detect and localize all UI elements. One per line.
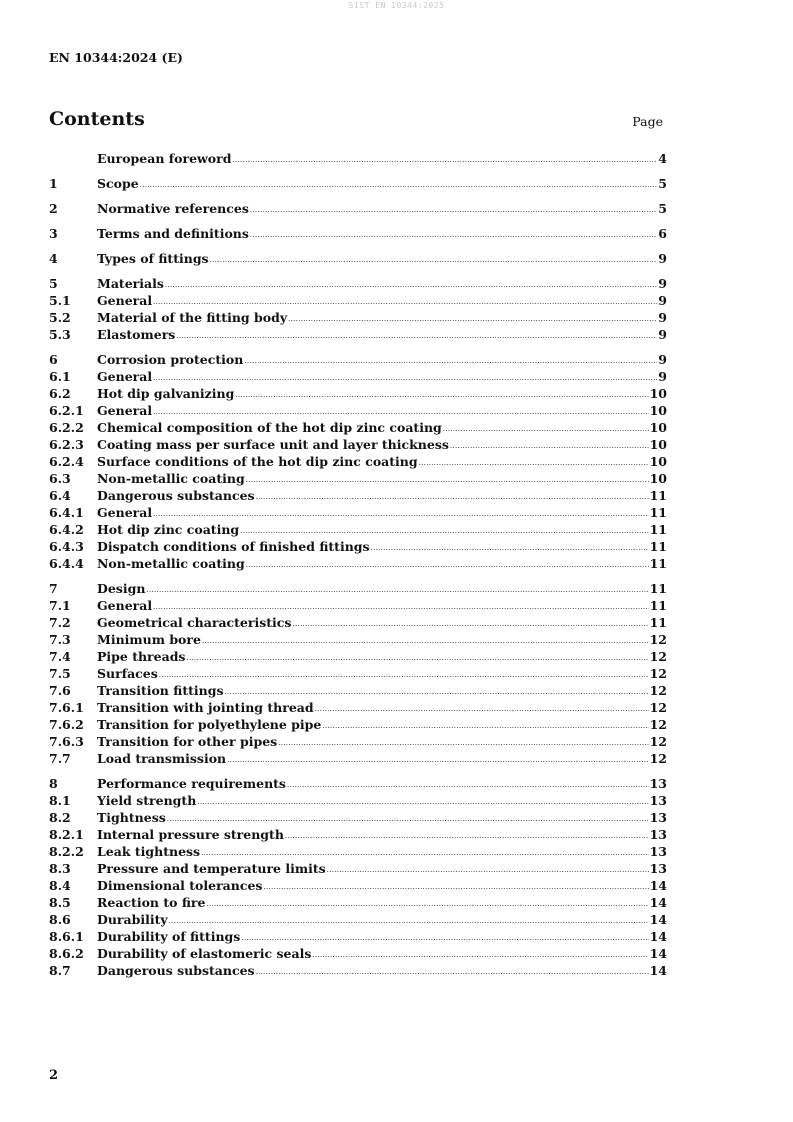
toc-entry[interactable]: [49, 648, 667, 665]
toc-entry-page: 11: [649, 581, 667, 596]
toc-entry-page: 14: [649, 946, 667, 961]
toc-entry[interactable]: [49, 775, 667, 792]
toc-entry-number: 6.4: [49, 488, 71, 503]
toc-entry[interactable]: [49, 962, 667, 979]
watermark: SIST EN 10344:2025: [348, 1, 445, 10]
toc-dot-leader: [278, 735, 648, 752]
toc-entry-title: Durability: [97, 912, 168, 927]
toc-group: [49, 250, 667, 267]
toc-entry-page: 11: [649, 505, 667, 520]
toc-dot-leader: [241, 930, 648, 947]
toc-entry-page: 11: [649, 556, 667, 571]
toc-entry-number: 5: [49, 276, 58, 291]
toc-entry[interactable]: [49, 894, 667, 911]
toc-dot-leader: [263, 879, 648, 896]
toc-entry-page: 10: [649, 420, 667, 435]
toc-entry[interactable]: [49, 945, 667, 962]
toc-entry-page: 11: [649, 488, 667, 503]
toc-entry-page: 4: [658, 151, 667, 166]
toc-entry-page: 11: [649, 598, 667, 613]
toc-entry-title: Transition for polyethylene pipe: [97, 717, 322, 732]
toc-entry[interactable]: [49, 250, 667, 267]
toc-entry-title: Surfaces: [97, 666, 158, 681]
toc-entry-title: Internal pressure strength: [97, 827, 284, 842]
toc-group: [49, 200, 667, 217]
toc-entry[interactable]: [49, 733, 667, 750]
toc-entry-number: 6: [49, 352, 58, 367]
toc-entry[interactable]: [49, 911, 667, 928]
toc-entry-page: 12: [649, 700, 667, 715]
toc-entry-number: 5.3: [49, 327, 71, 342]
toc-entry-title: Tightness: [97, 810, 166, 825]
toc-entry-number: 8.2: [49, 810, 71, 825]
toc-entry-page: 14: [649, 963, 667, 978]
toc-entry-page: 12: [649, 734, 667, 749]
toc-entry-title: Elastomers: [97, 327, 176, 342]
toc-dot-leader: [256, 964, 649, 981]
toc-entry[interactable]: [49, 504, 667, 521]
toc-entry-title: Corrosion protection: [97, 352, 244, 367]
toc-entry-page: 12: [649, 666, 667, 681]
toc-dot-leader: [140, 177, 658, 194]
toc-dot-leader: [186, 650, 648, 667]
toc-dot-leader: [201, 845, 648, 862]
toc-entry[interactable]: [49, 326, 667, 343]
toc-entry-title: Durability of elastomeric seals: [97, 946, 312, 961]
toc-group: [49, 150, 667, 167]
toc-entry-page: 9: [658, 327, 667, 342]
toc-entry-title: Transition for other pipes: [97, 734, 278, 749]
toc-entry-page: 12: [649, 751, 667, 766]
toc-entry-title: European foreword: [97, 151, 232, 166]
toc-entry-title: Pressure and temperature limits: [97, 861, 326, 876]
toc-dot-leader: [246, 472, 649, 489]
toc-entry-number: 8: [49, 776, 58, 791]
toc-entry-title: Normative references: [97, 201, 249, 216]
toc-entry[interactable]: [49, 487, 667, 504]
toc-entry-title: Pipe threads: [97, 649, 186, 664]
toc-entry[interactable]: [49, 368, 667, 385]
toc-entry-title: Types of fittings: [97, 251, 209, 266]
toc-dot-leader: [285, 828, 649, 845]
toc-group: [49, 580, 667, 767]
toc-entry-page: 12: [649, 717, 667, 732]
toc-entry-page: 9: [658, 293, 667, 308]
toc-entry[interactable]: [49, 665, 667, 682]
toc-entry-title: Materials: [97, 276, 164, 291]
toc-entry-number: 8.3: [49, 861, 71, 876]
toc-entry-title: Leak tightness: [97, 844, 201, 859]
toc-entry[interactable]: [49, 150, 667, 167]
toc-entry-page: 9: [658, 352, 667, 367]
toc-entry-number: 6.2.1: [49, 403, 84, 418]
toc-dot-leader: [225, 684, 649, 701]
toc-group: [49, 175, 667, 192]
toc-entry-page: 12: [649, 649, 667, 664]
toc-entry-page: 5: [658, 201, 667, 216]
toc-entry-number: 8.5: [49, 895, 71, 910]
toc-dot-leader: [153, 294, 657, 311]
toc-entry-title: General: [97, 403, 153, 418]
toc-entry-page: 14: [649, 929, 667, 944]
toc-dot-leader: [244, 353, 657, 370]
toc-entry-title: Chemical composition of the hot dip zinc coating: [97, 420, 442, 435]
toc-dot-leader: [210, 252, 658, 269]
toc-entry-number: 6.2.4: [49, 454, 84, 469]
toc-entry-page: 9: [658, 251, 667, 266]
toc-entry-title: Dispatch conditions of finished fittings: [97, 539, 370, 554]
toc-entry-number: 7.6.1: [49, 700, 84, 715]
toc-dot-leader: [176, 328, 657, 345]
toc-entry[interactable]: [49, 809, 667, 826]
toc-entry-title: Material of the fitting body: [97, 310, 288, 325]
toc-dot-leader: [240, 523, 648, 540]
toc-entry-page: 13: [649, 861, 667, 876]
toc-entry-number: 6.2: [49, 386, 71, 401]
toc-entry-page: 9: [658, 310, 667, 325]
toc-entry-number: 6.4.1: [49, 505, 84, 520]
toc-entry-number: 8.6.1: [49, 929, 84, 944]
toc-dot-leader: [371, 540, 649, 557]
toc-entry-title: Minimum bore: [97, 632, 201, 647]
toc-entry[interactable]: [49, 351, 667, 368]
toc-dot-leader: [322, 718, 648, 735]
toc-entry[interactable]: [49, 597, 667, 614]
toc-entry-title: Geometrical characteristics: [97, 615, 292, 630]
toc-dot-leader: [312, 947, 648, 964]
toc-entry-number: 4: [49, 251, 58, 266]
toc-entry-page: 11: [649, 522, 667, 537]
toc-entry-page: 11: [649, 539, 667, 554]
toc-dot-leader: [232, 152, 657, 169]
page-column-label: Page: [632, 114, 663, 129]
toc-entry-page: 10: [649, 454, 667, 469]
toc-entry-number: 6.3: [49, 471, 71, 486]
toc-group: [49, 351, 667, 572]
toc-entry-page: 13: [649, 776, 667, 791]
toc-dot-leader: [206, 896, 648, 913]
contents-heading: [49, 108, 663, 134]
toc-entry-title: Durability of fittings: [97, 929, 241, 944]
toc-entry-page: 10: [649, 471, 667, 486]
toc-entry-page: 13: [649, 810, 667, 825]
toc-entry-page: 6: [658, 226, 667, 241]
toc-dot-leader: [327, 862, 649, 879]
toc-entry-page: 12: [649, 683, 667, 698]
toc-entry[interactable]: [49, 385, 667, 402]
toc-entry[interactable]: [49, 699, 667, 716]
toc-entry-number: 5.2: [49, 310, 71, 325]
toc-entry[interactable]: [49, 292, 667, 309]
toc-entry[interactable]: [49, 436, 667, 453]
toc-entry[interactable]: [49, 843, 667, 860]
toc-entry[interactable]: [49, 631, 667, 648]
toc-dot-leader: [235, 387, 648, 404]
toc-entry-page: 14: [649, 912, 667, 927]
toc-entry[interactable]: [49, 555, 667, 572]
toc-entry[interactable]: [49, 860, 667, 877]
toc-group: [49, 275, 667, 343]
toc-dot-leader: [450, 438, 649, 455]
toc-entry-number: 7.5: [49, 666, 71, 681]
toc-dot-leader: [153, 599, 648, 616]
toc-entry[interactable]: [49, 580, 667, 597]
toc-entry-page: 5: [658, 176, 667, 191]
toc-entry-page: 10: [649, 386, 667, 401]
toc-entry-number: 5.1: [49, 293, 71, 308]
toc-group: [49, 225, 667, 242]
toc-entry-title: Transition fittings: [97, 683, 224, 698]
toc-dot-leader: [153, 404, 648, 421]
toc-entry[interactable]: [49, 419, 667, 436]
toc-entry[interactable]: [49, 521, 667, 538]
toc-entry-number: 8.2.1: [49, 827, 84, 842]
toc-entry[interactable]: [49, 175, 667, 192]
toc-dot-leader: [292, 616, 648, 633]
toc-entry-title: Performance requirements: [97, 776, 286, 791]
toc-entry-title: Reaction to fire: [97, 895, 206, 910]
toc-entry-number: 8.2.2: [49, 844, 84, 859]
toc-entry-number: 8.1: [49, 793, 71, 808]
toc-entry-title: Scope: [97, 176, 139, 191]
toc-entry-page: 9: [658, 369, 667, 384]
toc-dot-leader: [153, 506, 648, 523]
toc-dot-leader: [288, 311, 657, 328]
toc-entry-title: Coating mass per surface unit and layer thickness: [97, 437, 449, 452]
table-of-contents: [49, 150, 667, 987]
toc-entry-number: 6.4.3: [49, 539, 84, 554]
toc-entry-number: 6.2.2: [49, 420, 84, 435]
toc-entry-number: 7.6: [49, 683, 71, 698]
toc-entry-page: 14: [649, 878, 667, 893]
toc-entry[interactable]: [49, 470, 667, 487]
toc-entry-page: 10: [649, 437, 667, 452]
toc-entry-number: 3: [49, 226, 58, 241]
toc-entry-number: 7.7: [49, 751, 71, 766]
toc-dot-leader: [146, 582, 648, 599]
toc-entry-number: 6.4.4: [49, 556, 84, 571]
toc-dot-leader: [443, 421, 649, 438]
toc-entry-page: 13: [649, 827, 667, 842]
toc-dot-leader: [159, 667, 649, 684]
toc-entry-title: Terms and definitions: [97, 226, 249, 241]
toc-entry[interactable]: [49, 826, 667, 843]
toc-entry-title: Load transmission: [97, 751, 227, 766]
toc-entry-title: Design: [97, 581, 146, 596]
toc-dot-leader: [153, 370, 657, 387]
toc-entry[interactable]: [49, 453, 667, 470]
toc-entry-number: 8.7: [49, 963, 71, 978]
toc-entry[interactable]: [49, 928, 667, 945]
toc-dot-leader: [287, 777, 649, 794]
toc-entry-number: 1: [49, 176, 58, 191]
toc-entry-title: Dangerous substances: [97, 963, 255, 978]
toc-entry-title: General: [97, 505, 153, 520]
toc-entry-title: General: [97, 293, 153, 308]
toc-entry-page: 13: [649, 844, 667, 859]
toc-entry-title: General: [97, 598, 153, 613]
toc-entry[interactable]: [49, 877, 667, 894]
toc-entry-number: 7.1: [49, 598, 71, 613]
toc-dot-leader: [246, 557, 649, 574]
toc-entry[interactable]: [49, 682, 667, 699]
toc-entry-title: Non-metallic coating: [97, 556, 245, 571]
toc-entry-number: 7.3: [49, 632, 71, 647]
toc-dot-leader: [167, 811, 649, 828]
toc-entry[interactable]: [49, 750, 667, 767]
toc-dot-leader: [227, 752, 648, 769]
toc-dot-leader: [256, 489, 649, 506]
toc-entry[interactable]: [49, 402, 667, 419]
toc-entry-page: 13: [649, 793, 667, 808]
toc-entry-number: 8.6: [49, 912, 71, 927]
page-number: 2: [49, 1068, 59, 1083]
toc-dot-leader: [197, 794, 648, 811]
toc-entry-page: 9: [658, 276, 667, 291]
toc-entry-page: 12: [649, 632, 667, 647]
toc-entry-title: Yield strength: [97, 793, 197, 808]
toc-entry-page: 10: [649, 403, 667, 418]
toc-entry[interactable]: [49, 275, 667, 292]
toc-dot-leader: [419, 455, 649, 472]
toc-entry[interactable]: [49, 792, 667, 809]
toc-dot-leader: [169, 913, 649, 930]
toc-entry-number: 7.2: [49, 615, 71, 630]
toc-entry-title: Hot dip zinc coating: [97, 522, 240, 537]
toc-dot-leader: [165, 277, 657, 294]
toc-entry-number: 6.4.2: [49, 522, 84, 537]
toc-dot-leader: [315, 701, 649, 718]
toc-entry-title: General: [97, 369, 153, 384]
toc-dot-leader: [202, 633, 649, 650]
toc-entry-number: 7: [49, 581, 58, 596]
toc-entry-title: Non-metallic coating: [97, 471, 245, 486]
toc-entry-number: 7.6.2: [49, 717, 84, 732]
toc-entry[interactable]: [49, 716, 667, 733]
toc-entry-title: Dimensional tolerances: [97, 878, 263, 893]
toc-entry[interactable]: [49, 309, 667, 326]
toc-entry[interactable]: [49, 225, 667, 242]
toc-entry-number: 8.4: [49, 878, 71, 893]
toc-entry[interactable]: [49, 538, 667, 555]
toc-entry-number: 6.2.3: [49, 437, 84, 452]
toc-dot-leader: [250, 202, 657, 219]
toc-entry-number: 8.6.2: [49, 946, 84, 961]
toc-dot-leader: [250, 227, 657, 244]
toc-entry-title: Transition with jointing thread: [97, 700, 314, 715]
toc-entry-number: 7.4: [49, 649, 71, 664]
toc-entry-title: Surface conditions of the hot dip zinc coating: [97, 454, 418, 469]
document-id: EN 10344:2024 (E): [49, 50, 183, 65]
toc-entry-page: 11: [649, 615, 667, 630]
toc-entry-number: 2: [49, 201, 58, 216]
contents-title: Contents: [49, 108, 145, 130]
toc-entry-page: 14: [649, 895, 667, 910]
toc-entry-number: 7.6.3: [49, 734, 84, 749]
toc-group: [49, 775, 667, 979]
toc-entry-title: Dangerous substances: [97, 488, 255, 503]
toc-entry-title: Hot dip galvanizing: [97, 386, 235, 401]
toc-entry[interactable]: [49, 200, 667, 217]
toc-entry-number: 6.1: [49, 369, 71, 384]
toc-entry[interactable]: [49, 614, 667, 631]
